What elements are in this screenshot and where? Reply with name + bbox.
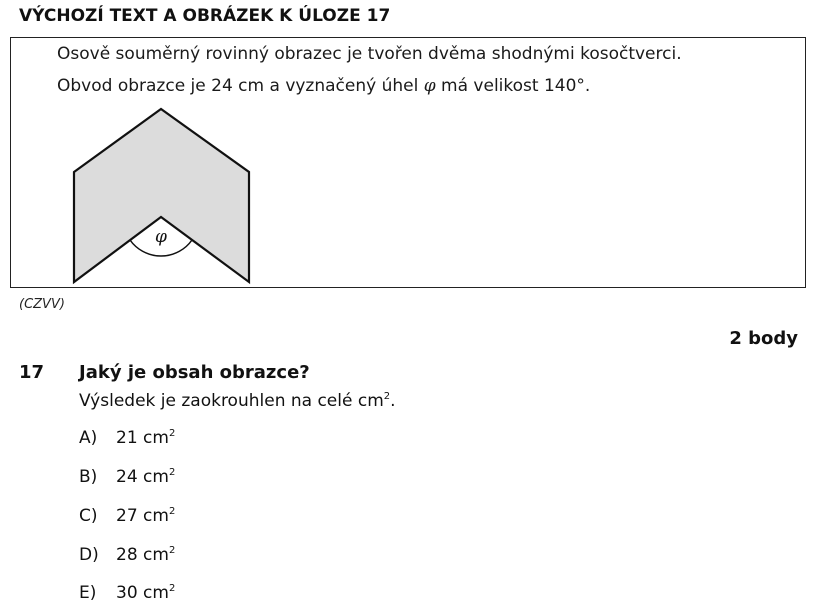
subtitle-end: . [390, 391, 396, 411]
option-value: 28 $cm^2$ [116, 545, 176, 565]
source-text-box [10, 37, 806, 288]
question-number: 17 [19, 362, 45, 383]
option-letter: B) [79, 467, 98, 487]
subtitle-sup: 2 [383, 391, 391, 402]
option-c[interactable] [79, 506, 175, 526]
option-letter: D) [79, 545, 99, 565]
intro-line-2 [57, 76, 590, 96]
rhombus-figure [71, 104, 271, 294]
subtitle-text: Výsledek je zaokrouhlen na celé cm [79, 391, 384, 411]
question-subtitle [79, 391, 396, 411]
points-label: 2 body [729, 328, 798, 349]
angle-symbol: φ [423, 76, 436, 96]
option-letter: E) [79, 583, 97, 603]
option-d[interactable] [79, 545, 175, 565]
option-letter: A) [79, 428, 98, 448]
option-a[interactable] [79, 428, 175, 448]
option-value: 30 $cm^2$ [116, 583, 176, 603]
option-e[interactable] [79, 583, 175, 603]
angle-label: φ [155, 227, 167, 247]
intro-line-1: Osově souměrný rovinný obrazec je tvořen dvěma shodnými kosočtverci. [57, 44, 682, 64]
question-title: Jaký je obsah obrazce? [79, 362, 310, 383]
source-citation: (CZVV) [19, 297, 65, 312]
section-heading: VÝCHOZÍ TEXT A OBRÁZEK K ÚLOZE 17 [19, 6, 391, 26]
option-b[interactable] [79, 467, 175, 487]
intro-line-2-start: Obvod obrazce je 24 cm a vyznačený úhel [57, 76, 419, 96]
option-value: 27 $cm^2$ [116, 506, 176, 526]
intro-line-2-end: má velikost 140°. [441, 76, 591, 96]
option-value: 24 $cm^2$ [116, 467, 176, 487]
option-value: 21 $cm^2$ [116, 428, 176, 448]
option-letter: C) [79, 506, 98, 526]
